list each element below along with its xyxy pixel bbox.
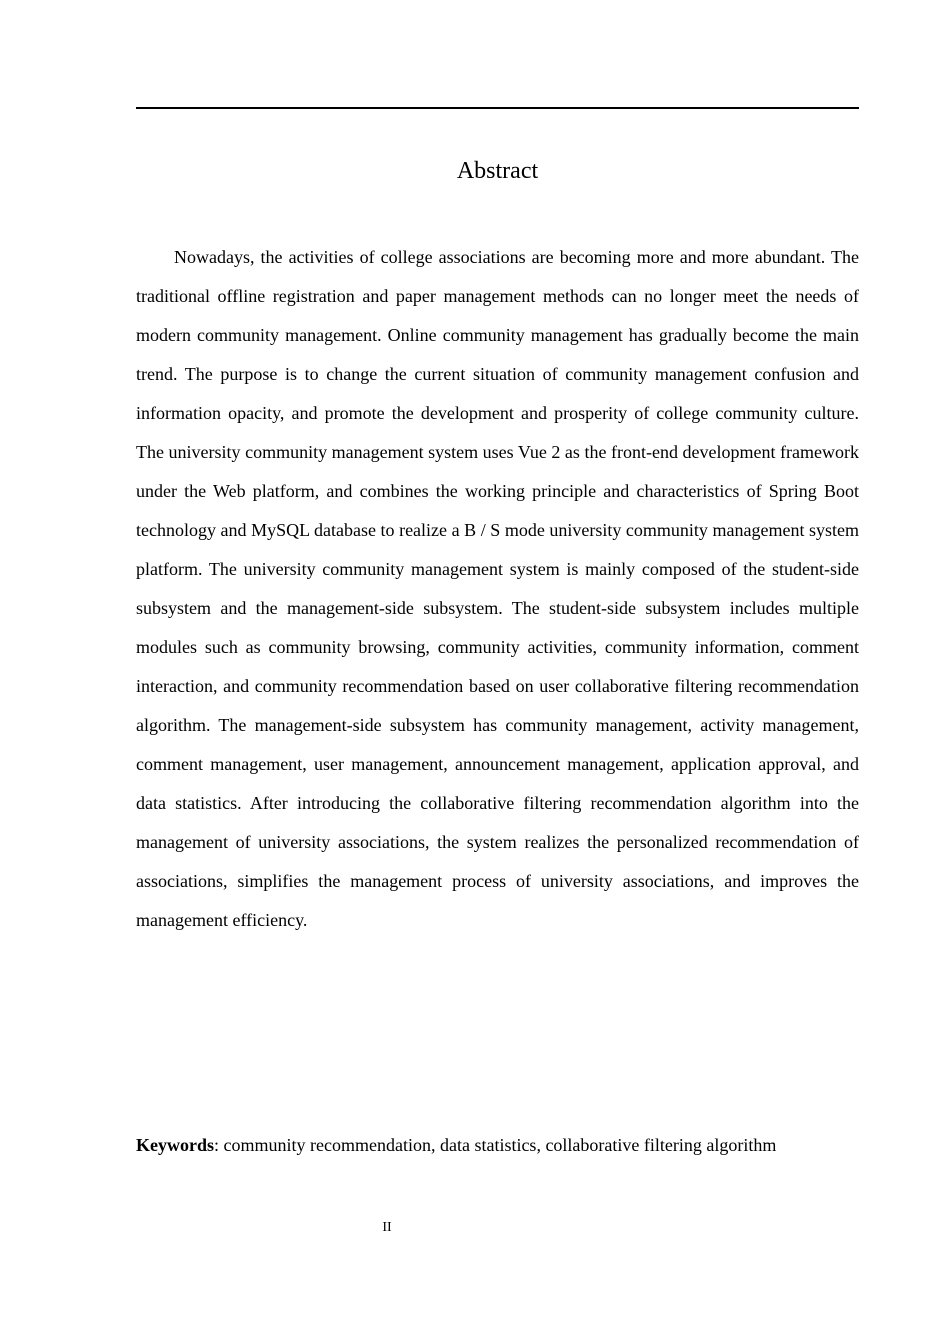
abstract-title: Abstract: [456, 158, 539, 184]
keywords-label: Keywords: [136, 1135, 214, 1155]
keywords-list: community recommendation, data statistics, collaborative filtering algorithm: [223, 1135, 777, 1155]
keywords-line: [136, 1127, 859, 1163]
header-rule: [136, 107, 859, 109]
keywords-separator: :: [214, 1135, 224, 1155]
page-number: II: [382, 1220, 392, 1235]
abstract-body: Nowadays, the activities of college associations are becoming more and more abundant. The traditional offline registration and paper management methods can no longer meet the needs of modern community management. Online community management has gradually become the main trend. The purpose is to change the current situation of community management confusion and information opacity, and promote the development and prosperity of college community culture. The university community management system uses Vue 2 as the front-end development framework under the Web platform, and combines the working principle and characteristics of Spring Boot technology and MySQL database to realize a B / S mode university community management system platform. The university community management system is mainly composed of the student-side subsystem and the management-side subsystem. The student-side subsystem includes multiple modules such as community browsing, community activities, community information, comment interaction, and community recommendation based on user collaborative filtering recommendation algorithm. The management-side subsystem has community management, activity management, comment management, user management, announcement management, application approval, and data statistics. After introducing the collaborative filtering recommendation algorithm into the management of university associations, the system realizes the personalized recommendation of associations, simplifies the management process of university associations, and improves the management efficiency.: [136, 247, 859, 930]
